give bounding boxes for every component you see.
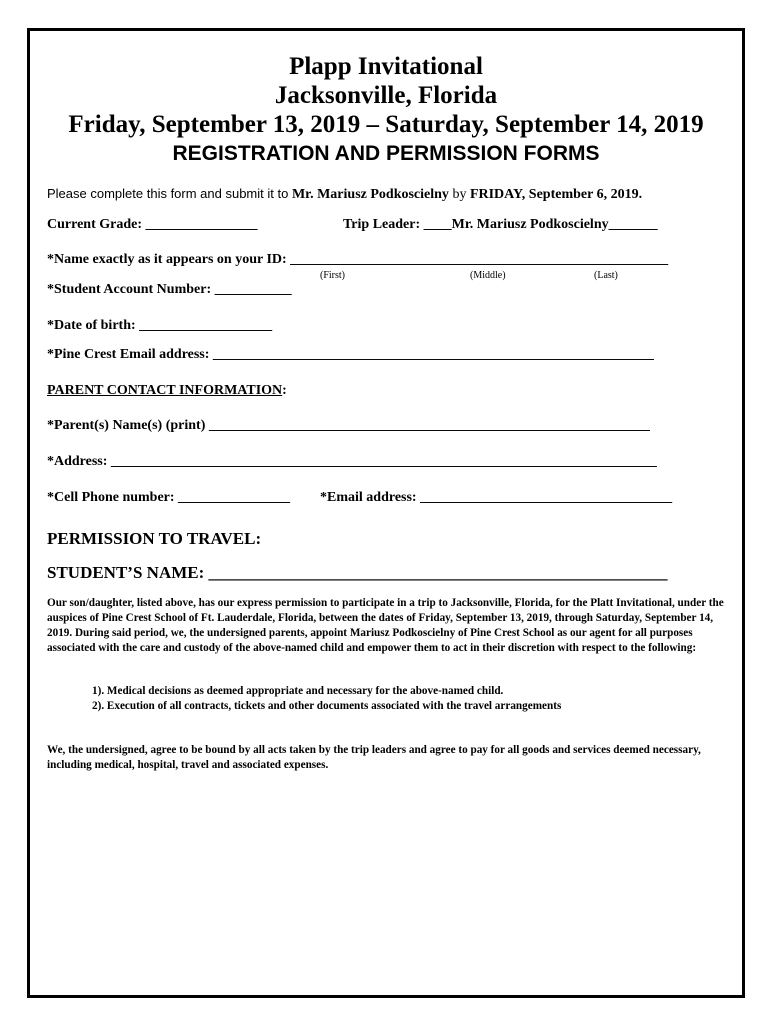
- trip-leader-label: Trip Leader:: [343, 217, 424, 232]
- trip-leader-value: ____Mr. Mariusz Podkoscielny_______: [423, 217, 658, 232]
- address-field[interactable]: *Address: ______________________________________________________________________________: [47, 454, 657, 469]
- parent-name-field[interactable]: *Parent(s) Name(s) (print) _______________________________________________________________: [47, 418, 650, 433]
- dob-field[interactable]: *Date of birth: ___________________: [47, 318, 273, 333]
- list-item-medical: 1). Medical decisions as deemed appropriate and necessary for the above-named child.: [92, 685, 504, 697]
- event-title: Plapp Invitational: [289, 53, 483, 80]
- parent-heading-text: PARENT CONTACT INFORMATION: [47, 383, 283, 398]
- name-first-hint: (First): [320, 270, 345, 281]
- permission-heading: PERMISSION TO TRAVEL:: [47, 529, 262, 548]
- permission-paragraph: Our son/daughter, listed above, has our express permission to participate in a trip to Jacksonville, Florida, for the Platt Invitational, under the auspices of Pine Crest School of Ft. Lauderdale, Florida, between the dates of Friday, September 13, 2019, through Saturday, September 14, 2019. During said period, we, the undersigned parents, appoint Mariusz Podkoscielny of Pine Crest School as our agent for all purposes associated with the care and custody of the above-named child and empower them to act in their discretion with respect to the following:: [47, 597, 724, 654]
- parent-heading-colon: :: [282, 383, 287, 398]
- account-number-field[interactable]: *Student Account Number: ___________: [47, 282, 292, 297]
- name-last-hint: (Last): [594, 270, 618, 281]
- school-email-field[interactable]: *Pine Crest Email address: _______________________________________________________________: [47, 347, 654, 362]
- name-middle-hint: (Middle): [470, 270, 506, 281]
- recipient-name: Mr. Mariusz Podkoscielny: [291, 187, 449, 202]
- instruction-prefix: Please complete this form and submit it to: [47, 186, 292, 201]
- event-dates: Friday, September 13, 2019 – Saturday, September 14, 2019: [68, 111, 704, 138]
- parent-email-field[interactable]: *Email address: ____________________________________: [320, 490, 673, 505]
- agreement-paragraph: We, the undersigned, agree to be bound by all acts taken by the trip leaders and agree to pay for all goods and services deemed necessary, including medical, hospital, travel and associated expenses.: [47, 744, 701, 771]
- event-location: Jacksonville, Florida: [274, 82, 498, 109]
- current-grade-field[interactable]: Current Grade: ________________: [47, 217, 258, 232]
- name-id-field[interactable]: *Name exactly as it appears on your ID: ______________________________________________________: [47, 252, 669, 267]
- student-name-field[interactable]: STUDENT’S NAME: ______________________________________________________: [47, 563, 668, 582]
- trip-leader-field: [343, 217, 658, 233]
- list-item-contracts: 2). Execution of all contracts, tickets and other documents associated with the travel arrangements: [92, 700, 562, 712]
- deadline: FRIDAY, September 6, 2019.: [469, 187, 643, 202]
- instruction-line: [47, 186, 642, 203]
- cell-phone-field[interactable]: *Cell Phone number: ________________: [47, 490, 291, 505]
- instruction-by: by: [448, 187, 470, 202]
- form-title: REGISTRATION AND PERMISSION FORMS: [172, 142, 600, 165]
- form-page: [27, 28, 745, 998]
- parent-contact-heading: [47, 383, 287, 399]
